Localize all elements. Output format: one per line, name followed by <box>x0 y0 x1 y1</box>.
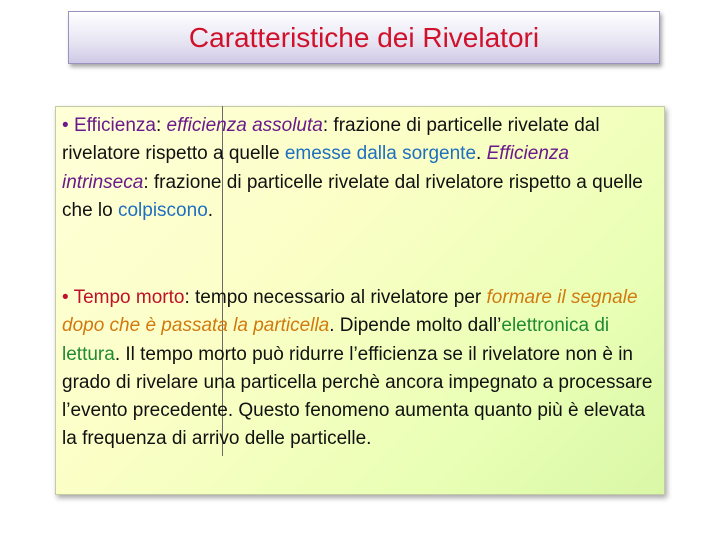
emitted-source-highlight: emesse dalla sorgente <box>284 143 477 165</box>
dead-time-text-3: . Il tempo morto può ridurre l’efficienza se il rivelatore non è in grado di rivelare una particella perchè ancora impegnato a processare l’evento precedente. Questo fenomeno aumenta quanto più è elevata la frequenza di arrivo delle particelle. <box>62 343 653 450</box>
hit-highlight: colpiscono <box>117 199 208 221</box>
dead-time-text-1: : tempo necessario al rivelatore per <box>184 287 487 308</box>
colon-1: : <box>155 115 162 136</box>
efficiency-term: Efficienza <box>73 115 156 136</box>
signal-formation-highlight: formare il segnale dopo che è passata la particella <box>62 287 638 337</box>
dead-time-text-2: . Dipende molto dall’ <box>329 315 502 337</box>
absolute-efficiency-term: efficienza assoluta <box>166 115 323 136</box>
absolute-efficiency-text: : frazione di particelle rivelate dal rivelatore rispetto a quelle <box>62 115 600 165</box>
intrinsic-efficiency-text: : frazione di particelle rivelate dal rivelatore rispetto a quelle che lo <box>62 171 643 221</box>
intrinsic-efficiency-term: Efficienza intrinseca <box>62 143 569 193</box>
readout-electronics-highlight: elettronica di lettura <box>62 315 610 365</box>
period-2: . <box>207 199 214 221</box>
period-1: . <box>476 143 482 165</box>
slide-title: Caratteristiche dei Rivelatori <box>188 21 540 53</box>
dead-time-paragraph <box>62 284 658 454</box>
bullet-2: • <box>62 287 69 308</box>
title-box <box>68 11 660 64</box>
bullet-1: • <box>62 115 69 136</box>
dead-time-term: Tempo morto <box>73 287 185 308</box>
efficiency-paragraph <box>62 112 658 225</box>
